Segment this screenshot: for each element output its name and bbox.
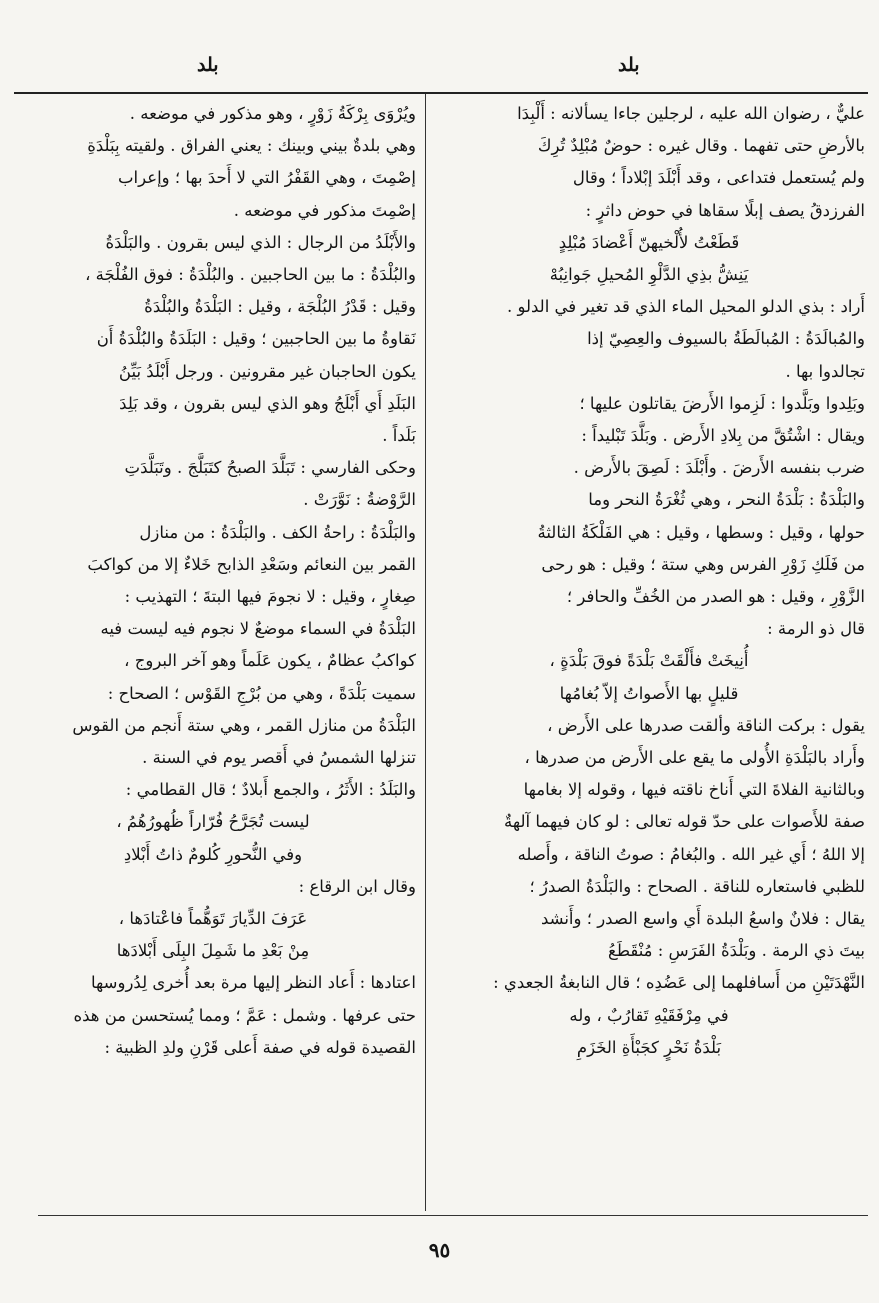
header-headword-left: بلد	[197, 54, 219, 76]
left-line-6: والبُلْدَةُ : ما بين الحاجبين . والبُلْدَةُ : فوق الفُلْجَة ،	[85, 265, 416, 285]
right-line-20: يقول : بركت الناقة وألقت صدرها على الأَرض ،	[547, 715, 865, 735]
left-line-19: سميت بَلْدَةً ، وهي من بُرْجِ القَوْس ؛ الصحاح :	[107, 683, 416, 703]
right-line-7: أَراد : بذي الدلو المحيل الماء الذي قد تغير في الدلو .	[506, 297, 865, 317]
right-line-27: بيتَ ذي الرمة . وبَلْدَةُ الفَرَسِ : مُنْقَطَعُ	[608, 941, 865, 961]
left-line-5: والأَبْلَدُ من الرجال : الذي ليس بقرون . والبَلْدَةُ	[105, 232, 416, 252]
right-line-15: من فَلَكِ زَوْرِ الفرس وهي ستة ؛ وقيل : هو رحى	[541, 554, 865, 574]
right-verse-2: يَنِشُّ بذِي الدَّلْوِ المُحيلِ جَوانِبُهْ	[549, 265, 749, 285]
left-line-4: إصْمِتَ مذكور في موضعه .	[233, 200, 416, 220]
left-verse-1: ليست تُجَرَّحُ فُرّاراً ظُهورُهُمُ ،	[116, 812, 310, 832]
right-line-14: حولها ، وقيل : وسطها ، وقيل : هي الفَلْكَةُ الثالثةُ	[537, 522, 865, 542]
right-line-10: وبَلِدوا وبَلَّدوا : لَزِموا الأَرضَ يقاتلون عليها ؛	[579, 393, 865, 413]
right-line-21: وأَراد بالبَلْدَةِ الأُولى ما يقع على الأَرض من صدرها ،	[524, 748, 865, 768]
right-line-28: النَّهْدَتَيْنِ من أَسافلهما إلى عَضُدِه ؛ قال النابغةُ الجعدي :	[493, 973, 865, 993]
left-line-17: البَلْدَةُ في السماء موضعٌ لا نجوم فيه ليست فيه	[100, 619, 416, 639]
right-line-4: الفرزدقُ يصف إبلًا سقاها في حوض داثرٍ :	[585, 200, 865, 220]
page-number: ٩٥	[428, 1238, 451, 1262]
right-column	[433, 98, 865, 1210]
right-verse-5: في مِرْفَقَيْهِ تَقارُبٌ ، وله	[569, 1005, 729, 1025]
left-line-20: البَلْدَةُ من منازل القمر ، وهي ستة أَنجم من القوس	[72, 715, 416, 735]
left-line-9: يكون الحاجبان غير مقرونين . ورجل أَبْلَدُ بَيِّنُ	[118, 361, 416, 381]
right-line-26: يقال : فلانٌ واسعُ البلدة أَي واسع الصدر ؛ وأَنشد	[540, 909, 865, 929]
left-line-30: القصيدة قوله في صفة أَعلى قَرْنِ ولدِ الظبية :	[104, 1037, 416, 1057]
left-line-12: وحكى الفارسي : تَبَلَّدَ الصبحُ كتَبَلَّجَ . وتَبَلَّدَتِ	[124, 458, 416, 478]
header-headword-right: بلد	[618, 54, 640, 76]
left-line-28: اعتادها : أَعاد النظر إليها مرة بعد أُخرى لِدُروسها	[91, 973, 416, 993]
left-line-15: القمر بين النعائم وسَعْدِ الذابح خَلاءٌ إلا من كواكبَ	[87, 554, 416, 574]
right-verse-3: أُنِيخَتْ فأَلْقَتْ بَلْدَةً فوقَ بَلْدَةٍ ،	[549, 651, 749, 671]
left-verse-4: مِنْ بَعْدِ ما شَمِلَ البِلَى أَبْلادَها	[116, 941, 310, 961]
left-line-16: صِغارٍ ، وقيل : لا نجومَ فيها البتةَ ؛ التهذيب :	[124, 587, 416, 607]
left-line-25: وقال ابن الرقاع :	[298, 876, 416, 896]
left-verse-2: وفي النُّحورِ كُلومٌ ذاتُ أَبْلادِ	[123, 844, 303, 864]
right-line-1: عليٌّ ، رضوان الله عليه ، لرجلين جاءا يسألانه : أَلْبِدَا	[517, 104, 865, 123]
left-line-14: والبَلْدَةُ : راحةُ الكف . والبَلْدَةُ : من منازل	[139, 522, 416, 542]
top-rule	[14, 92, 868, 94]
right-line-23: صفة للأَصوات على حدّ قوله تعالى : لو كان فيهما آلهةٌ	[504, 812, 865, 832]
right-line-25: للظبي فاستعاره للناقة . الصحاح : والبَلْدَةُ الصدرُ ؛	[529, 876, 865, 896]
right-verse-1: قَطَعْتُ لأُلْخيهنّ أَعْضادَ مُبْلِدٍ	[558, 232, 740, 252]
left-line-29: حتى عرفها . وشمل : عَمَّ ؛ ومما يُستحسن من هذه	[73, 1005, 416, 1025]
right-line-17: قال ذو الرمة :	[767, 619, 865, 639]
right-line-11: ويقال : اشْتُقَّ من بِلادِ الأَرض . وبَلَّدَ تَبْليداً :	[581, 426, 865, 446]
left-line-1: ويُرْوَى بِرْكَةُ زَوْرٍ ، وهو مذكور في موضعه .	[129, 104, 416, 123]
left-line-3: إصْمِتَ ، وهي القَفْرُ التي لا أَحدَ بها ؛ وإعراب	[118, 168, 416, 188]
left-line-10: البَلَدِ أَي أَبْلَجُ وهو الذي ليس بقرون ، وقد بَلِدَ	[119, 393, 416, 413]
right-line-3: ولم يُستعمل فتداعى ، وقد أَبْلَدَ إبْلاداً ؛ وقال	[572, 168, 865, 188]
right-line-12: ضرب بنفسه الأَرضَ . وأَبْلَدَ : لَصِقَ بالأَرض .	[573, 458, 865, 478]
bottom-rule	[38, 1215, 868, 1216]
left-column	[10, 98, 416, 1210]
right-verse-4: قليلٍ بها الأَصواتُ إلاّ بُغامُها	[559, 683, 739, 703]
left-line-18: كواكبُ عظامٌ ، يكون عَلَماً وهو آخر البروج ،	[124, 651, 416, 671]
right-line-8: والمُبالَدَةُ : المُبالَطَةُ بالسيوف والعِصِيّ إذا	[587, 329, 865, 349]
right-line-13: والبَلْدَةُ : بَلْدَةُ النحر ، وهي ثُغْرَةُ النحر وما	[588, 490, 865, 510]
left-line-11: بَلَداً .	[382, 426, 416, 446]
left-line-7: وقيل : قَدْرُ البُلْجَة ، وقيل : البَلْدَةُ والبُلْدَةُ	[144, 297, 416, 317]
left-line-21: تنزلها الشمسُ في أَقصر يوم في السنة .	[142, 748, 416, 768]
right-line-24: إلا اللهُ ؛ أَي غير الله . والبُغامُ : صوتُ الناقة ، وأَصله	[517, 844, 865, 864]
right-verse-6: بَلْدَةُ نَحْرٍ كجَبْأَةِ الخَزَمِ	[576, 1037, 722, 1057]
left-line-8: نَقاوةُ ما بين الحاجبين ؛ وقيل : البَلَدَةُ والبُلْدَةُ أَن	[96, 329, 416, 349]
right-line-2: بالأرضِ حتى تفهما . وقال غيره : حوضٌ مُبْلِدٌ تُرِكَ	[537, 136, 865, 156]
left-line-22: والبَلَدُ : الأَثَرُ ، والجمع أَبلادٌ ؛ قال القطامي :	[125, 780, 416, 800]
left-line-2: وهي بلدةٌ بيني وبينك : يعني الفراق . ولقيته بِبَلْدَةِ	[87, 136, 416, 156]
right-line-9: تجالدوا بها .	[785, 361, 865, 381]
left-line-13: الرَّوْضةُ : نَوَّرَتْ .	[303, 490, 416, 510]
right-line-16: الزَّوْرِ ، وقيل : هو الصدر من الخُفِّ والحافر ؛	[566, 587, 865, 607]
column-divider	[425, 94, 426, 1211]
left-verse-3: عَرَفَ الدِّيارَ تَوَهُّماً فاعْتادَها ،	[118, 909, 308, 929]
right-line-22: وبالثانية الفلاةَ التي أَناخ ناقته فيها ، وقوله إلا بغامها	[523, 780, 865, 800]
